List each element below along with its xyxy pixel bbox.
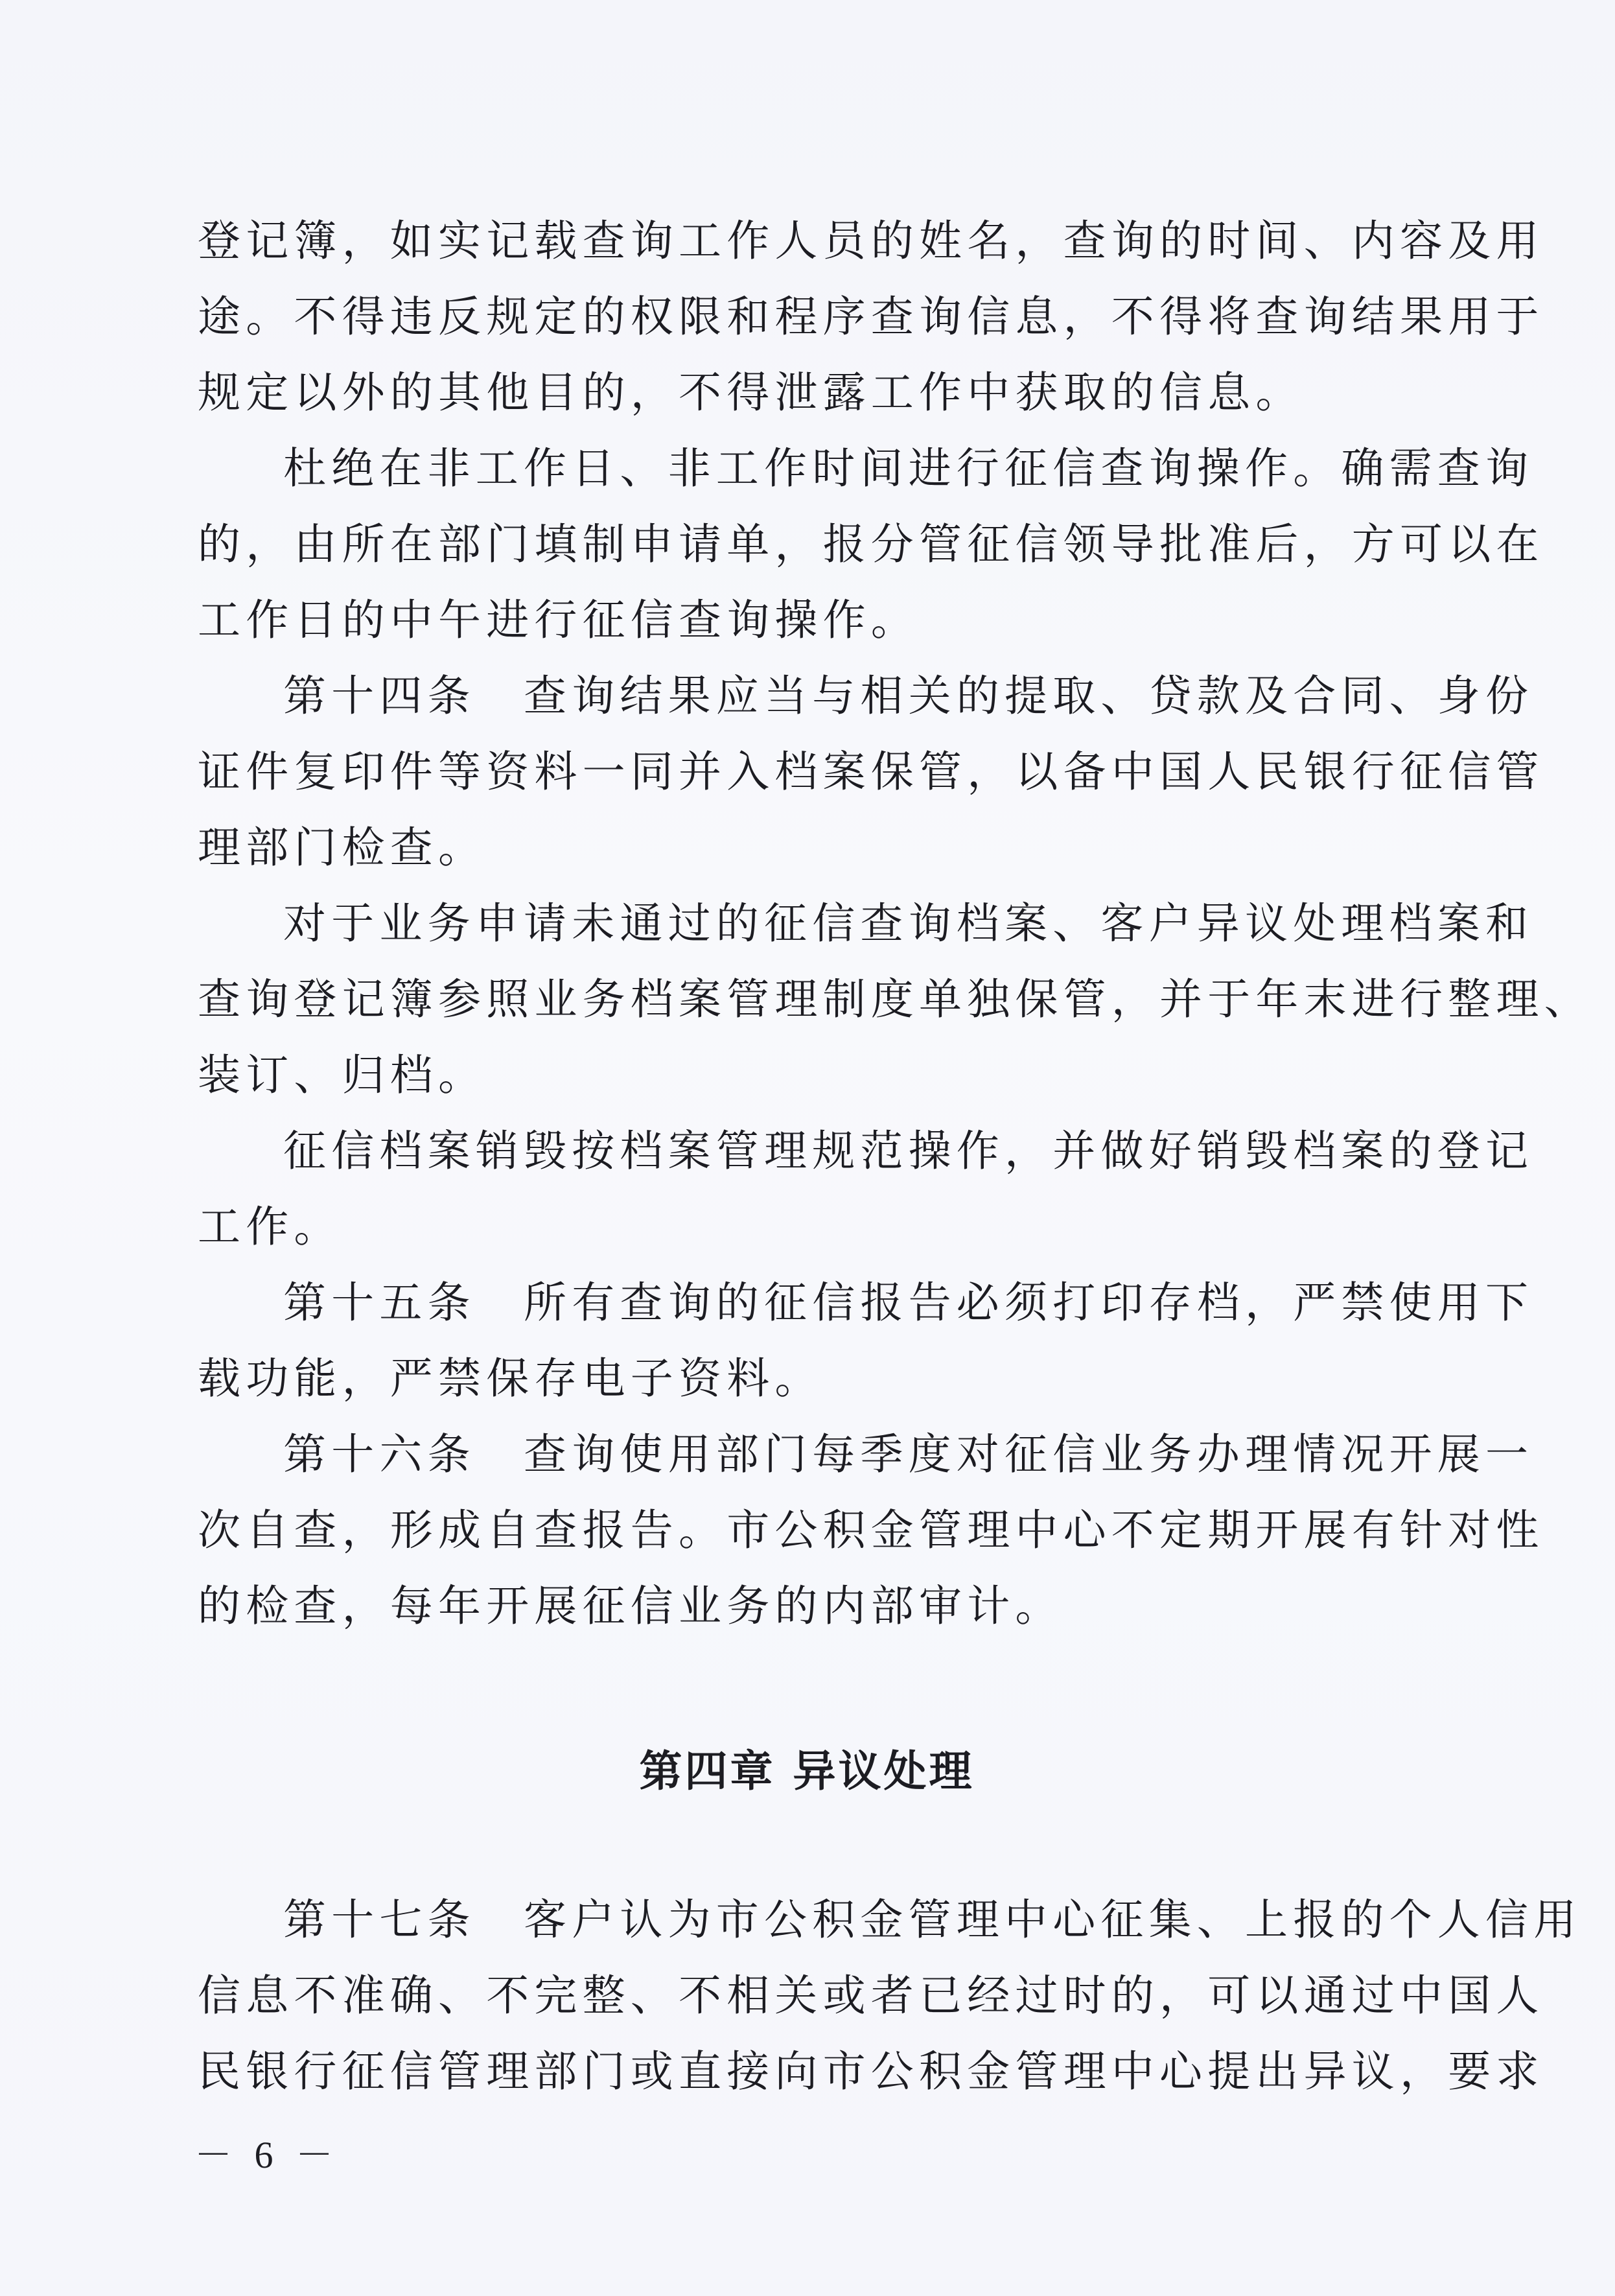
- text-line: 查询登记簿参照业务档案管理制度单独保管，并于年末进行整理、: [198, 974, 1592, 1024]
- page-number: － 6 －: [194, 2134, 340, 2176]
- article-15-start: 第十五条 所有查询的征信报告必须打印存档，严禁使用下: [283, 1278, 1534, 1328]
- text-line: 登记簿，如实记载查询工作人员的姓名，查询的时间、内容及用: [198, 216, 1544, 266]
- text-line: 信息不准确、不完整、不相关或者已经过时的，可以通过中国人: [198, 1971, 1544, 2021]
- text-line: 工作日的中午进行征信查询操作。: [198, 595, 919, 645]
- text-line: 途。不得违反规定的权限和程序查询信息，不得将查询结果用于: [198, 292, 1544, 342]
- text-line: 载功能，严禁保存电子资料。: [198, 1353, 823, 1403]
- paragraph-start: 征信档案销毁按档案管理规范操作，并做好销毁档案的登记: [283, 1126, 1534, 1176]
- article-14-start: 第十四条 查询结果应当与相关的提取、贷款及合同、身份: [283, 671, 1534, 721]
- text-line: 的，由所在部门填制申请单，报分管征信领导批准后，方可以在: [198, 519, 1544, 569]
- article-17-start: 第十七条 客户认为市公积金管理中心征集、上报的个人信用: [283, 1895, 1582, 1945]
- text-line: 理部门检查。: [198, 823, 487, 873]
- text-line: 工作。: [198, 1202, 342, 1252]
- text-line: 民银行征信管理部门或直接向市公积金管理中心提出异议，要求: [198, 2046, 1544, 2096]
- text-line: 装订、归档。: [198, 1050, 487, 1100]
- text-line: 的检查，每年开展征信业务的内部审计。: [198, 1581, 1063, 1631]
- text-line: 证件复印件等资料一同并入档案保管，以备中国人民银行征信管: [198, 747, 1544, 797]
- chapter-title: 第四章 异议处理: [639, 1746, 975, 1796]
- paragraph-start: 杜绝在非工作日、非工作时间进行征信查询操作。确需查询: [283, 443, 1534, 493]
- article-16-start: 第十六条 查询使用部门每季度对征信业务办理情况开展一: [283, 1429, 1534, 1479]
- paragraph-start: 对于业务申请未通过的征信查询档案、客户异议处理档案和: [283, 898, 1534, 948]
- text-line: 规定以外的其他目的，不得泄露工作中获取的信息。: [198, 368, 1304, 417]
- text-line: 次自查，形成自查报告。市公积金管理中心不定期开展有针对性: [198, 1505, 1544, 1555]
